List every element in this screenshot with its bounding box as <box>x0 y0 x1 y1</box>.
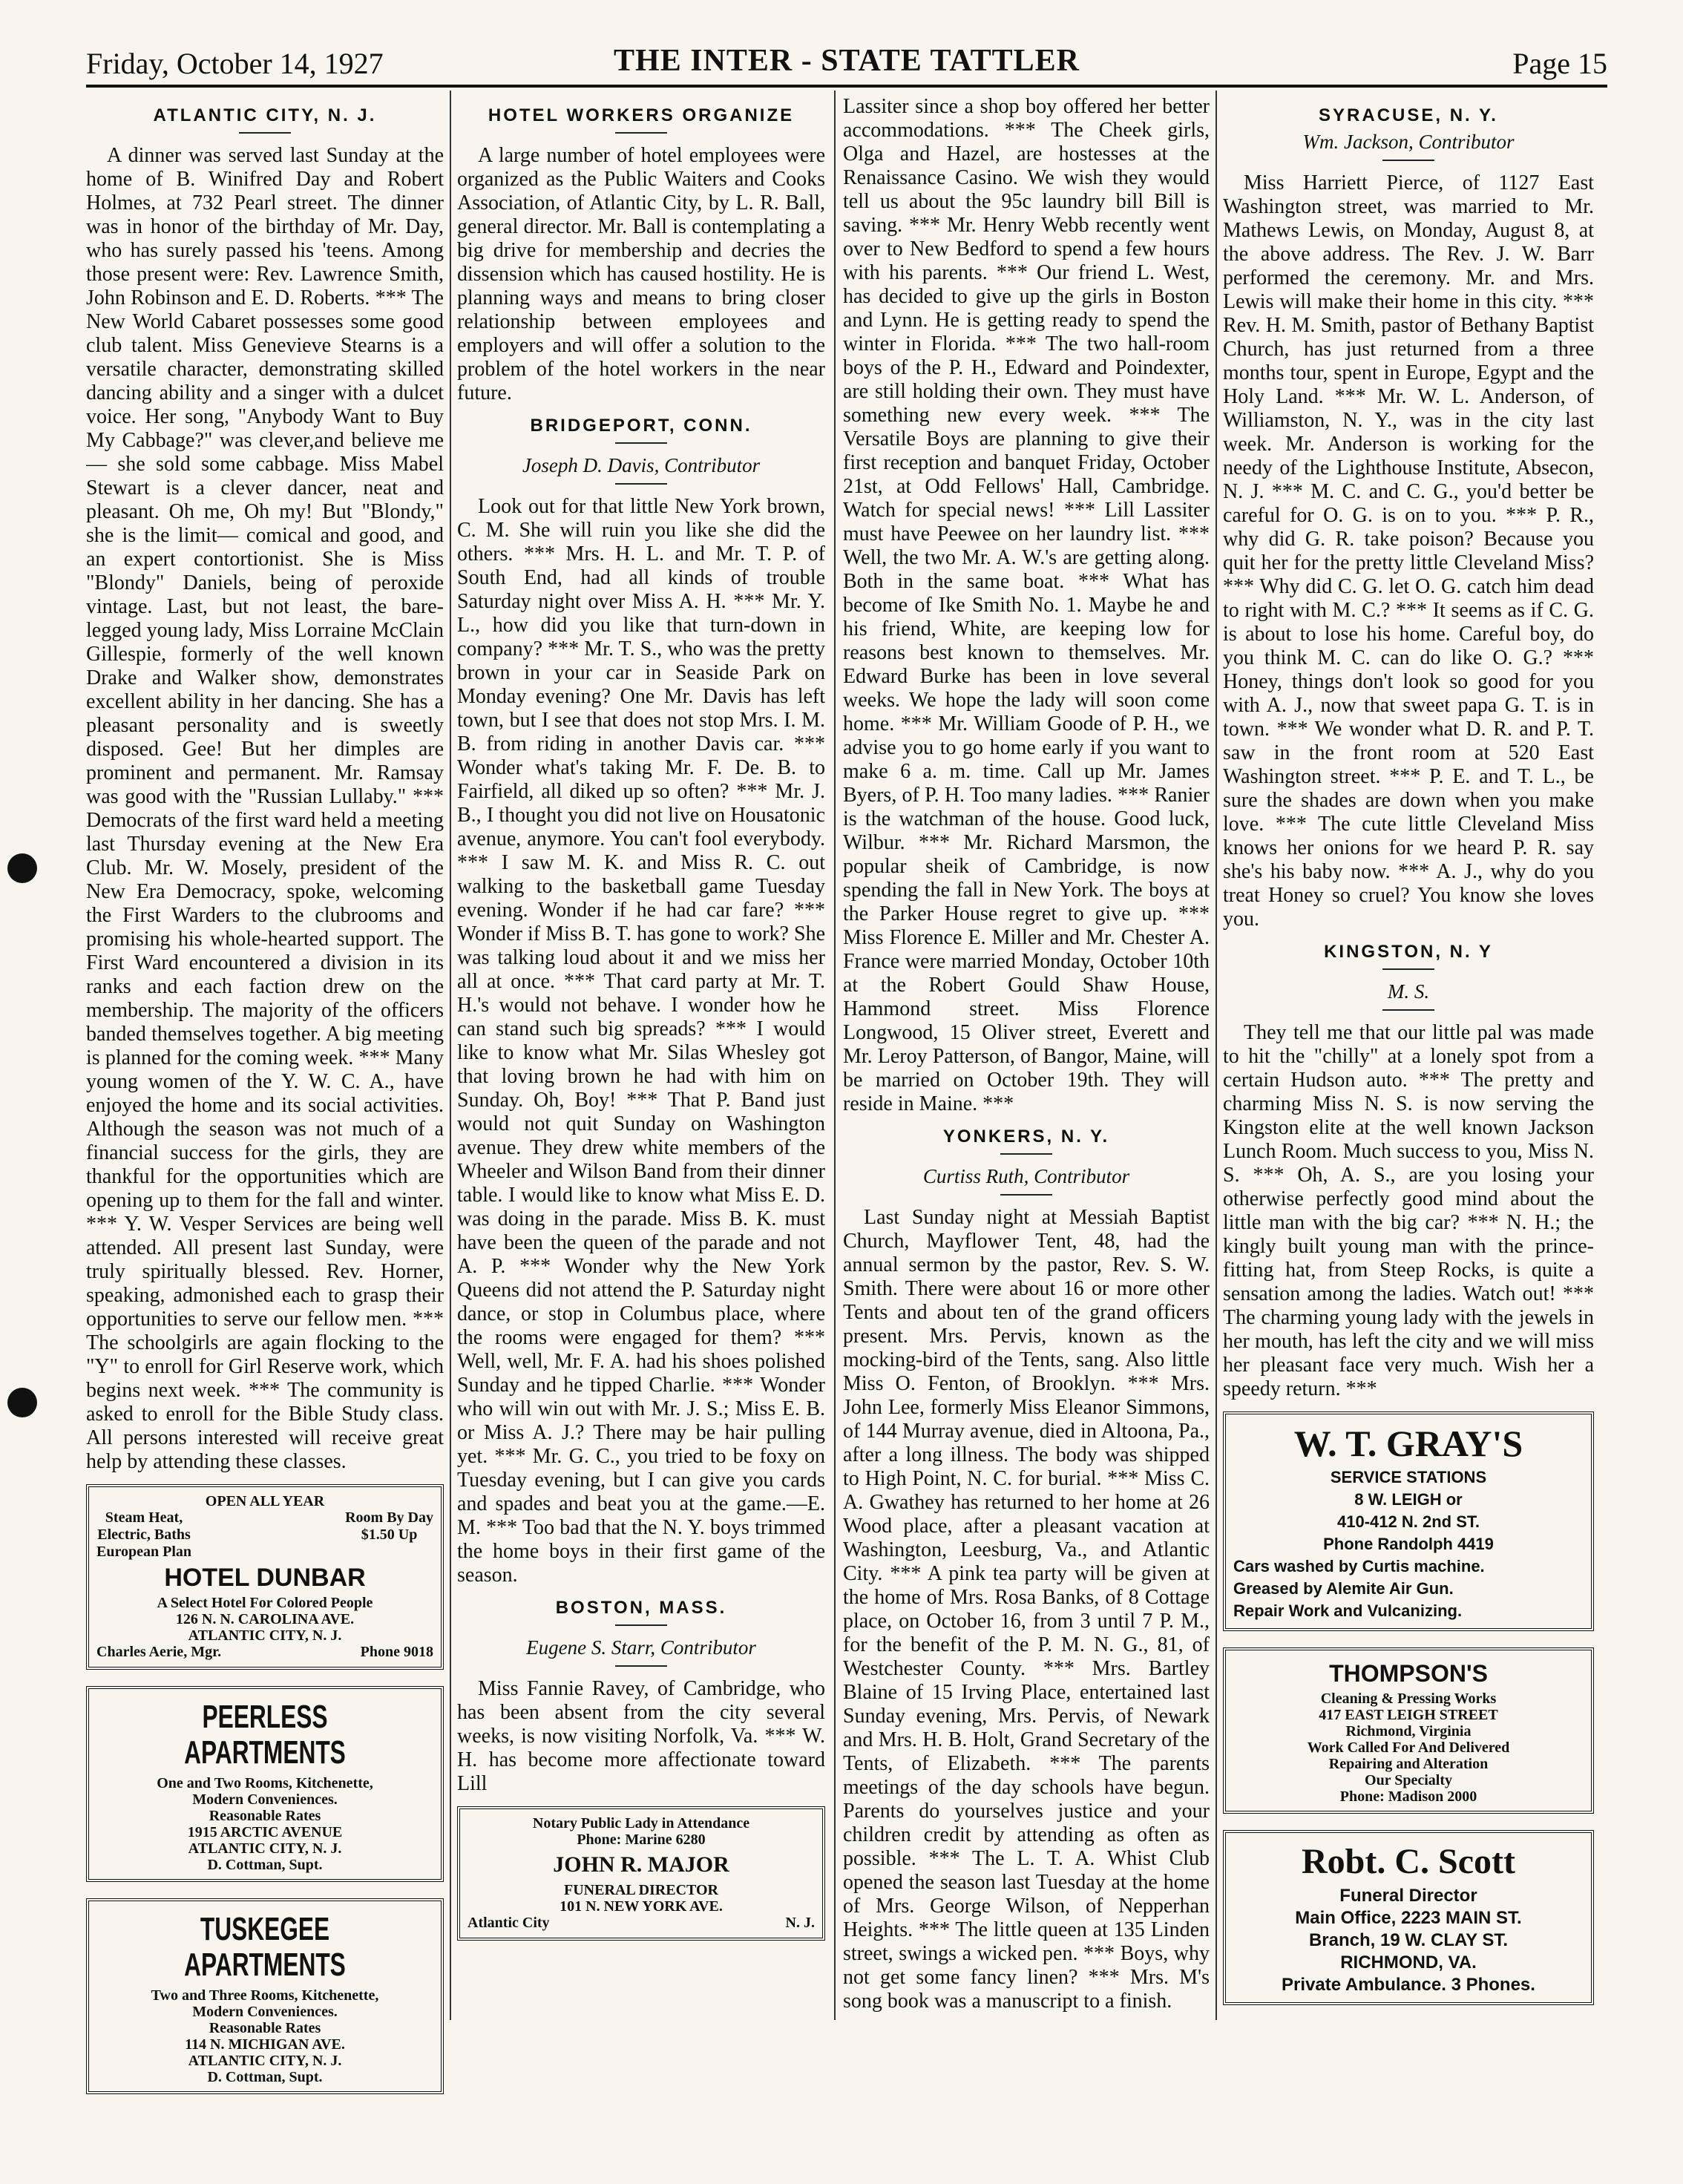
ad-text: Atlantic City <box>468 1915 550 1931</box>
column-rule <box>1216 91 1217 2020</box>
punch-hole <box>7 853 37 883</box>
boston-story: Miss Fannie Ravey, of Cambridge, who has been absent from the city several weeks, is now visiting Norfolk, Va. *** W. H. has become more affectionate toward Lill <box>457 1677 825 1795</box>
ad-text: Reasonable Rates <box>209 1808 321 1824</box>
newspaper-title: THE INTER - STATE TATTLER <box>614 44 1080 78</box>
ad-name: W. T. GRAY'S <box>1293 1423 1523 1464</box>
contributor-byline: Wm. Jackson, Contributor <box>1302 131 1515 153</box>
section-heading-bridgeport: BRIDGEPORT, CONN. <box>530 416 752 436</box>
ad-text: $1.50 Up <box>361 1526 418 1543</box>
ad-text: Steam Heat, <box>105 1509 183 1526</box>
ad-text: European Plan <box>96 1544 191 1560</box>
syracuse-story: Miss Harriett Pierce, of 1127 East Washington street, was married to Mr. Mathews Lewis, on Monday, August 8, at the above address. The Rev. J. W. Barr performed the ceremony. Mr. and Mrs. Lewis will make their home in this city. *** Rev. H. M. Smith, pastor of Bethany Baptist Church, has just returned from a three months tour, spent in Europe, Egypt and the Holy Land. *** Mr. W. L. Anderson, of Williamston, N. Y., was in the city last week. Mr. Anderson is working for the needy of the Lighthouse Institute, Absecon, N. J. *** M. C. and C. G., you'd better be careful for O. G. is on to you. *** P. R., why did G. R. take poison? Because you quit her for the pretty little Cleveland Miss? *** Why did C. G. let O. G. catch him dead to right with M. C.? *** It seems as if C. G. is about to lose his home. Careful boy, do you think M. C. can do like O. G.? *** Honey, things don't look so good for you with A. J., now that sweet papa G. T. is in town. *** We wonder what D. R. and P. T. saw in the front room at 520 East Washington street. *** P. E. and T. L., be sure the shades are down when you make love. *** The cute little Cleveland Miss knows her onions for we heard P. R. say she's his baby now. *** A. J., why do you treat Honey so cruel? You know she loves you. <box>1223 171 1594 931</box>
contributor-byline: M. S. <box>1387 980 1430 1003</box>
ad-text: Cars washed by Curtis machine. <box>1233 1557 1485 1575</box>
separator <box>1382 1009 1434 1011</box>
separator <box>1382 968 1434 970</box>
john-r-major-ad <box>457 1806 825 1941</box>
ad-text: Modern Conveniences. <box>192 1791 338 1808</box>
kingston-story: They tell me that our little pal was made to hit the "chilly" at a lonely spot from a certain Hudson auto. *** The pretty and charming Miss N. S. is now serving the Kingston elite at the well known Jackson Lunch Room. Much success to you, Miss N. S. *** Oh, A. S., are you losing your otherwise perfectly good mind about the little man with the big car? *** N. H.; the kingly built young man with the prince-fitting hat, from Steep Rocks, is quite a sensation among the ladies. Watch out! *** The charming young lady with the jewels in her mouth, has left the city and we will miss her pleasant face very much. Wish her a speedy return. *** <box>1223 1021 1594 1400</box>
ad-name: TUSKEGEE APARTMENTS <box>184 1911 346 1983</box>
ad-text: Repairing and Alteration <box>1328 1756 1489 1772</box>
contributor-byline: Eugene S. Starr, Contributor <box>526 1636 756 1659</box>
ad-text: Room By Day <box>345 1509 433 1526</box>
ad-text: ATLANTIC CITY, N. J. <box>188 1627 342 1644</box>
w-t-grays-ad <box>1223 1411 1594 1631</box>
ad-text: Cleaning & Pressing Works <box>1320 1691 1497 1707</box>
contributor-byline: Curtiss Ruth, Contributor <box>922 1165 1130 1187</box>
issue-date: Friday, October 14, 1927 <box>86 47 384 80</box>
section-heading-boston: BOSTON, MASS. <box>555 1598 727 1618</box>
ad-text: A Select Hotel For Colored People <box>157 1595 373 1611</box>
ad-text: Greased by Alemite Air Gun. <box>1233 1579 1454 1598</box>
ad-text: N. J. <box>785 1915 815 1931</box>
ad-text: 101 N. NEW YORK AVE. <box>560 1898 723 1915</box>
separator <box>1382 160 1434 161</box>
ad-name: Robt. C. Scott <box>1302 1842 1515 1881</box>
ad-text: Funeral Director <box>1339 1886 1477 1906</box>
column-2 <box>457 95 825 2099</box>
separator <box>615 1624 667 1626</box>
column-rule <box>450 91 451 2020</box>
atlantic-city-story: A dinner was served last Sunday at the home of B. Winifred Day and Robert Holmes, at 732 Pearl street. The dinner was in honor of the birthday of Mr. Day, who has surely passed his 'teens. Among those present were: Rev. Lawrence Smith, John Robinson and E. D. Roberts. *** The New World Cabaret possesses some good club talent. Miss Genevieve Stearns is a versatile character, demonstrating skilled dancing ability and a singer with a dulcet voice. Her song, "Anybody Want to Buy My Cabbage?" was clever,and believe me— she sold some cabbage. Miss Mabel Stewart is a clever dancer, neat and pleasant. Oh me, Oh my! But "Blondy," she is the limit— comical and good, and an expert contortionist. She is Miss "Blondy" Daniels, being of peroxide vintage. Last, but not least, the bare-legged young lady, Miss Lorraine McClain Gillespie, formerly of the well known Drake and Walker show, demonstrates excellent ability in her dancing. She has a pleasant personality and is sweetly disposed. Gee! But her dimples are prominent and permanent. Mr. Ramsay was good with the "Russian Lullaby." *** Democrats of the first ward held a meeting last Thursday evening at the New Era Club. Mr. W. Mosely, president of the New Era Democracy, spoke, welcoming the First Warders to the clubrooms and promising his whole-hearted support. The First Ward encountered a division in its ranks and each faction drew on the membership. The majority of the officers banded themselves together. A big meeting is planned for the coming week. *** Many young women of the Y. W. C. A., have enjoyed the home and its social activities. Although the season was not much of a financial success for the girls, they are thankful for the opportunities which are opening up to them for the fall and winter. *** Y. W. Vesper Services are being well attended. All present last Sunday, were truly spiritually blessed. Rev. Horner, speaking, admonished each to grasp their opportunities to serve our fellow men. *** The schoolgirls are again flocking to the "Y" to enroll for Girl Reserve work, which begins next week. *** The community is asked to enroll for the Bible Study class. All persons interested will receive great help by attending these classes. <box>86 144 444 1473</box>
masthead <box>86 43 1607 85</box>
ad-name: PEERLESS APARTMENTS <box>184 1699 346 1771</box>
yonkers-story: Last Sunday night at Messiah Baptist Church, Mayflower Tent, 48, had the annual sermon by the pastor, Rev. S. W. Smith. There were about 16 or more other Tents and about ten of the grand officers present. Mrs. Pervis, known as the mocking-bird of the Tents, sang. Also little Miss O. Fenton, of Brooklyn. *** Mrs. John Lee, formerly Miss Eleanor Simmons, of 144 Murray avenue, died in Altoona, Pa., after a long illness. The body was shipped to High Point, N. C. for burial. *** Miss C. A. Gwathey has returned to her home at 26 Wood place, after a pleasant vacation at Washington, Leesburg, Va., and Atlantic City. *** A pink tea party will be given at the home of Mrs. Rosa Banks, of 8 Cottage place, on October 16, from 3 until 7 P. M., for the benefit of the P. M. N. G., 81, of Westchester County. *** Mrs. Bartley Blaine of 15 Irving Place, entertained last Sunday evening, Mrs. Pervis, of Newark and Mrs. H. B. Holt, Grand Secretary of the Tents, of Elizabeth. *** The parents meetings of the day schools have begun. Parents do yourselves justice and your children credit by attending as often as possible. *** The L. T. A. Whist Club opened the season last Tuesday at the home of Mrs. George Wilson, of Nepperhan Heights. *** The little queen at 135 Linden street, swings a wicked pen. *** Boys, why not get some fancy linen? *** Mrs. M's song book was a manuscript to a finish. <box>843 1206 1210 2013</box>
section-heading-syracuse: SYRACUSE, N. Y. <box>1319 105 1498 125</box>
boston-story-continued: Lassiter since a shop boy offered her better accommodations. *** The Cheek girls, Olga and Hazel, are hostesses at the Renaissance Casino. We wish they would tell us about the 95c laundry bill Bill is saving. *** Mr. Henry Webb recently went over to New Bedford to spend a few hours with his parents. *** Our friend L. West, has decided to give up the girls in Boston and Lynn. He is getting ready to spend the winter in Florida. *** The two hall-room boys of the P. H., Edward and Poindexter, are still holding their own. They must have something new every week. *** The Versatile Boys are planning to give their first reception and banquet Friday, October 21st, at Odd Fellows' Hall, Cambridge. Watch for special news! *** Lill Lassiter must have Peewee on her laundry list. *** Well, the two Mr. A. W.'s are getting along. Both in the same boat. *** What has become of Ike Smith No. 1. Maybe he and his friend, White, are keeping low for reasons best known to themselves. Mr. Edward Burke has been in love several weeks. We hope the lady will soon come home. *** Mr. William Goode of P. H., we advise you to go home early if you want to make 6 a. m. time. Call up Mr. James Byers, of P. H. Too many ladies. *** Ranier is the watchman of the house. Good luck, Wilbur. *** Mr. Richard Marsmon, the popular sheik of Cambridge, is now spending the fall in New York. The boys at the Parker House regret to give up. *** Miss Florence E. Miller and Mr. Chester A. France were married Monday, October 10th at the Robert Gould Shaw House, Hammond street. Miss Florence Longwood, 15 Oliver street, Everett and Mr. Leroy Patterson, of Bangor, Maine, will be married on October 19th. They will reside in Maine. *** <box>843 95 1210 1115</box>
tuskegee-apartments-ad <box>86 1898 444 2094</box>
ad-name: JOHN R. MAJOR <box>553 1852 729 1877</box>
ad-text: Two and Three Rooms, Kitchenette, <box>151 1987 379 2004</box>
ad-text: 410-412 N. 2nd ST. <box>1337 1512 1480 1531</box>
punch-hole <box>7 1388 37 1417</box>
ad-text: Reasonable Rates <box>209 2020 321 2036</box>
ad-text: SERVICE STATIONS <box>1330 1468 1487 1486</box>
separator <box>615 442 667 444</box>
separator <box>615 483 667 485</box>
ad-footer <box>96 1644 433 1661</box>
robt-c-scott-ad <box>1223 1830 1594 2005</box>
masthead-rule <box>86 85 1607 88</box>
page-number: Page 15 <box>1512 47 1607 80</box>
ad-text: ATLANTIC CITY, N. J. <box>188 2053 342 2069</box>
ad-text: Notary Public Lady in Attendance <box>532 1815 750 1832</box>
column-3 <box>843 95 1210 2099</box>
section-heading-yonkers: YONKERS, N. Y. <box>942 1127 1110 1147</box>
thompsons-ad <box>1223 1647 1594 1814</box>
ad-name: THOMPSON'S <box>1329 1660 1488 1687</box>
section-heading-kingston: KINGSTON, N. Y <box>1324 942 1493 962</box>
separator <box>1000 1153 1052 1155</box>
ad-text: Phone: Madison 2000 <box>1339 1788 1477 1805</box>
separator <box>615 132 667 134</box>
ad-text: OPEN ALL YEAR <box>205 1493 325 1509</box>
ad-text: Main Office, 2223 MAIN ST. <box>1295 1908 1522 1928</box>
ad-text: One and Two Rooms, Kitchenette, <box>157 1775 373 1791</box>
ad-text: FUNERAL DIRECTOR <box>564 1882 718 1898</box>
ad-text: 126 N. N. CAROLINA AVE. <box>175 1611 355 1627</box>
ad-text: Phone Randolph 4419 <box>1323 1535 1494 1553</box>
ad-text: Branch, 19 W. CLAY ST. <box>1308 1930 1509 1950</box>
ad-text: 1915 ARCTIC AVENUE <box>187 1824 343 1840</box>
ad-text: D. Cottman, Supt. <box>207 1857 323 1873</box>
hotel-dunbar-ad <box>86 1484 444 1670</box>
ad-text: 417 EAST LEIGH STREET <box>1319 1707 1498 1723</box>
ad-text: Charles Aerie, Mgr. <box>96 1644 222 1660</box>
column-1 <box>86 95 444 2099</box>
bridgeport-story: Look out for that little New York brown, C. M. She will ruin you like she did the others. *** Mrs. H. L. and Mr. T. P. of South End, had all kinds of trouble Saturday night over Miss A. H. *** Mr. Y. L., how did you like that turn-down in company? *** Mr. T. S., who was the pretty brown in your car in Seaside Park on Monday evening? One Mr. Davis has left town, but I see that does not stop Mrs. I. M. B. from riding in another Davis car. *** Wonder what's taking Mr. F. De. B. to Fairfield, all diked up so often? *** Mr. J. B., I thought you did not live on Housatonic avenue, anymore. You can't fool everybody. *** I saw M. K. and Miss R. C. out walking to the basketball game Tuesday evening. Wonder if he had car fare? *** Wonder if Miss B. T. has gone to work? She was talking loud about it and we miss her all at once. *** That card party at Mr. T. H.'s would not behave. I wonder how he can stand such big spreads? *** I would like to know what Mr. Silas Whesley got that loving brown he had with him on Sunday. Oh, Boy! *** That P. Band just would not quit Sunday on Washington avenue. They drew white members of the Wheeler and Wilson Band from their dinner table. I would like to know what Miss E. D. was doing in the parade. Miss B. K. must have been the queen of the parade and not A. P. *** Wonder why the New York Queens did not attend the P. Saturday night dance, or stop in Columbus place, where the rooms were engaged for them? *** Well, well, Mr. F. A. had his shoes polished Sunday and he tipped Charlie. *** Wonder who will win out with Mr. J. S.; Miss E. B. or Miss A. J.? There may be hair pulling yet. *** Mr. G. C., you tried to be foxy on Tuesday evening, but I can give you cards and spades and beat you at the game.—E. M. *** Too bad that the N. Y. boys trimmed the home boys in their first game of the season. <box>457 495 825 1587</box>
ad-text: Our Specialty <box>1365 1772 1452 1788</box>
ad-text: Work Called For And Delivered <box>1307 1739 1510 1756</box>
separator <box>615 1665 667 1667</box>
ad-text: 8 W. LEIGH or <box>1354 1490 1463 1509</box>
section-heading-atlantic-city: ATLANTIC CITY, N. J. <box>153 105 377 125</box>
ad-text: Richmond, Virginia <box>1345 1723 1472 1739</box>
column-rule <box>834 91 836 2020</box>
ad-footer <box>468 1915 815 1932</box>
contributor-byline: Joseph D. Davis, Contributor <box>522 454 761 476</box>
ad-text: Phone: Marine 6280 <box>577 1832 706 1848</box>
ad-text: Phone 9018 <box>360 1644 433 1660</box>
ad-text: Private Ambulance. 3 Phones. <box>1282 1975 1535 1995</box>
ad-text: RICHMOND, VA. <box>1340 1952 1477 1973</box>
ad-text: Electric, Baths <box>97 1526 191 1543</box>
column-4 <box>1223 95 1594 2099</box>
section-heading-hotel-workers: HOTEL WORKERS ORGANIZE <box>488 105 795 125</box>
ad-text: D. Cottman, Supt. <box>207 2069 323 2085</box>
ad-text: Repair Work and Vulcanizing. <box>1233 1601 1463 1620</box>
peerless-apartments-ad <box>86 1686 444 1882</box>
ad-amenities <box>96 1509 433 1561</box>
hotel-workers-story: A large number of hotel employees were organized as the Public Waiters and Cooks Association, of Atlantic City, by L. R. Ball, general director. Mr. Ball is contemplating a big drive for membership and decries the dissension which has caused hostility. He is planning ways and means to bring closer relationship between employees and employers and will offer a solution to the problem of the hotel workers in the near future. <box>457 144 825 404</box>
ad-text: 114 N. MICHIGAN AVE. <box>185 2036 345 2053</box>
separator <box>239 132 291 134</box>
ad-text: ATLANTIC CITY, N. J. <box>188 1840 342 1857</box>
ad-text: Modern Conveniences. <box>192 2004 338 2020</box>
separator <box>1000 1194 1052 1196</box>
ad-name: HOTEL DUNBAR <box>164 1564 366 1592</box>
